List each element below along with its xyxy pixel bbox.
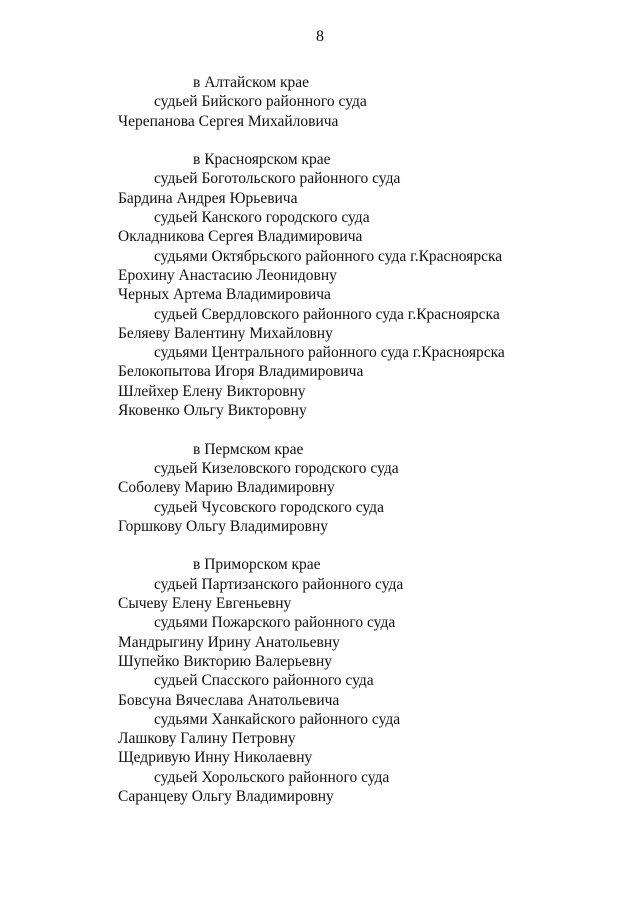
judge-name-line: Щедривую Инну Николаевну [118,749,313,767]
judge-name-line: Мандрыгину Ирину Анатольевну [118,633,340,651]
judge-name-line: Окладникова Сергея Владимировича [118,228,363,246]
section-spacer [0,536,640,555]
court-position-line: судьей Свердловского районного суда г.Красноярска [154,305,500,323]
court-position-line: судьей Боготольского районного суда [154,170,401,188]
section-spacer [0,420,640,439]
judge-name-line: Сычеву Елену Евгеньевну [118,595,292,613]
court-position-line: судьей Спасского районного суда [154,672,374,690]
court-position-line: судьей Партизанского районного суда [154,575,404,593]
court-position-line: судьями Ханкайского районного суда [154,710,401,728]
region-heading: в Алтайском крае [193,74,310,91]
region-section [0,440,640,536]
region-heading: в Пермском крае [193,440,304,458]
region-section [0,555,640,806]
court-position-line: судьей Чусовского городского суда [154,498,384,516]
region-section [0,73,640,131]
region-section [0,150,640,420]
region-heading: в Красноярском крае [193,151,331,169]
judge-name-line: Горшкову Ольгу Владимировну [118,517,329,535]
judge-name-line: Шупейко Викторию Валерьевну [118,652,333,670]
judge-name-line: Шлейхер Елену Викторовну [118,382,306,400]
court-position-line: судьями Пожарского районного суда [154,614,396,632]
judge-name-line: Черепанова Сергея Михайловича [118,112,339,130]
judge-name-line: Бардина Андрея Юрьевича [118,189,298,207]
judge-name-line: Лашкову Галину Петровну [118,730,296,748]
court-position-line: судьей Канского городского суда [154,209,370,227]
judge-name-line: Саранцеву Ольгу Владимировну [118,787,334,805]
court-position-line: судьями Центрального районного суда г.Красноярска [154,344,505,362]
judge-name-line: Черных Артема Владимировича [118,286,331,304]
judge-name-line: Ерохину Анастасию Леонидовну [118,266,337,284]
judge-name-line: Беляеву Валентину Михайловну [118,324,333,342]
court-position-line: судьей Кизеловского городского суда [154,459,399,477]
judge-name-line: Белокопытова Игоря Владимировича [118,363,364,381]
court-position-line: судьей Хорольского районного суда [154,768,390,786]
judge-name-line: Соболеву Марию Владимировну [118,479,335,497]
page-number: 8 [316,28,324,45]
court-position-line: судьей Бийского районного суда [154,93,367,111]
section-spacer [0,131,640,150]
region-heading: в Приморском крае [193,556,321,574]
appointment-list [0,73,640,806]
judge-name-line: Яковенко Ольгу Викторовну [118,402,307,420]
judge-name-line: Бовсуна Вячеслава Анатольевича [118,691,340,709]
court-position-line: судьями Октябрьского районного суда г.Красноярска [154,247,503,265]
